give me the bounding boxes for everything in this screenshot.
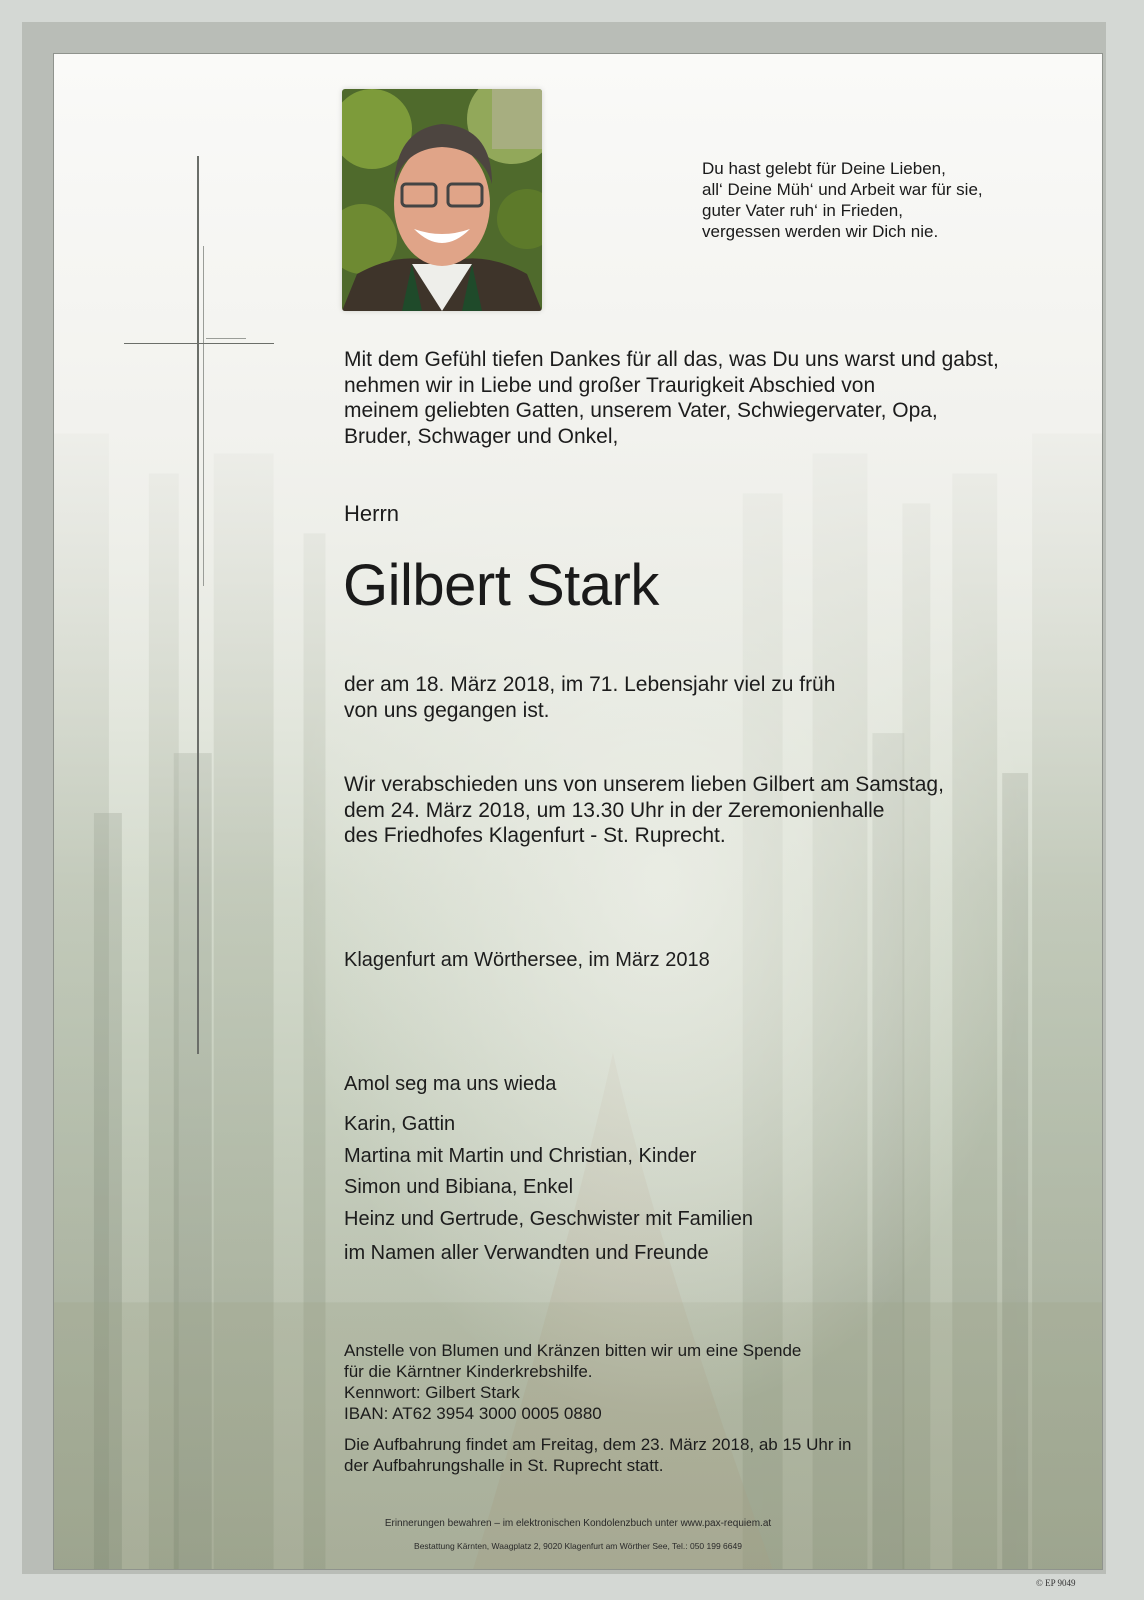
family-member: Karin, Gattin <box>344 1113 456 1135</box>
farewell-line: dem 24. März 2018, um 13.30 Uhr in der Zeremonienhalle <box>344 798 885 822</box>
donation-notice <box>344 1340 801 1424</box>
intro-line: meinem geliebten Gatten, unserem Vater, Schwiegervater, Opa, <box>344 399 938 422</box>
family-list <box>344 1109 753 1235</box>
poem-line: vergessen werden wir Dich nie. <box>702 222 939 241</box>
death-notice <box>344 672 835 723</box>
intro-line: Mit dem Gefühl tiefen Dankes für all das, was Du uns warst und gabst, <box>344 348 999 371</box>
poem-line: guter Vater ruh‘ in Frieden, <box>702 201 903 220</box>
family-member: Heinz und Gertrude, Geschwister mit Familien <box>344 1207 754 1230</box>
intro-line: Bruder, Schwager und Onkel, <box>344 424 619 448</box>
obituary-card <box>53 53 1103 1570</box>
family-member: Simon und Bibiana, Enkel <box>344 1176 574 1198</box>
donation-line: Kennwort: Gilbert Stark <box>344 1383 520 1402</box>
family-member: Martina mit Martin und Christian, Kinder <box>344 1144 697 1167</box>
intro-text <box>344 347 999 449</box>
death-line: von uns gegangen ist. <box>344 698 550 722</box>
donation-line: für die Kärntner Kinderkrebshilfe. <box>344 1362 593 1381</box>
portrait-photo <box>342 89 542 311</box>
place-date: Klagenfurt am Wörthersee, im März 2018 <box>344 949 710 971</box>
salutation: Herrn <box>344 501 400 526</box>
poem <box>702 158 983 242</box>
viewing-line: der Aufbahrungshalle in St. Ruprecht statt. <box>344 1456 664 1475</box>
condolence-footer: Erinnerungen bewahren – im elektronischen Kondolenzbuch unter www.pax-requiem.at <box>384 1518 772 1529</box>
viewing-line: Die Aufbahrung findet am Freitag, dem 23. März 2018, ab 15 Uhr in <box>344 1435 852 1454</box>
farewell-line: des Friedhofes Klagenfurt - St. Ruprecht. <box>344 824 726 847</box>
page-frame <box>22 22 1106 1574</box>
undertaker-footer: Bestattung Kärnten, Waagplatz 2, 9020 Klagenfurt am Wörther See, Tel.: 050 199 6649 <box>414 1541 742 1551</box>
relatives-line: im Namen aller Verwandten und Freunde <box>344 1242 709 1264</box>
deceased-name: Gilbert Stark <box>343 553 659 618</box>
donation-line: IBAN: AT62 3954 3000 0005 0880 <box>344 1404 602 1423</box>
death-line: der am 18. März 2018, im 71. Lebensjahr viel zu früh <box>344 673 836 696</box>
print-code: © EP 9049 <box>1036 1578 1076 1588</box>
donation-line: Anstelle von Blumen und Kränzen bitten wir um eine Spende <box>344 1341 802 1360</box>
farewell-notice <box>344 772 944 849</box>
poem-line: Du hast gelebt für Deine Lieben, <box>702 159 946 178</box>
signoff: Amol seg ma uns wieda <box>344 1073 557 1095</box>
farewell-line: Wir verabschieden uns von unserem lieben Gilbert am Samstag, <box>344 773 944 796</box>
viewing-notice <box>344 1434 851 1476</box>
poem-line: all‘ Deine Müh‘ und Arbeit war für sie, <box>702 180 983 199</box>
intro-line: nehmen wir in Liebe und großer Traurigkeit Abschied von <box>344 373 876 397</box>
